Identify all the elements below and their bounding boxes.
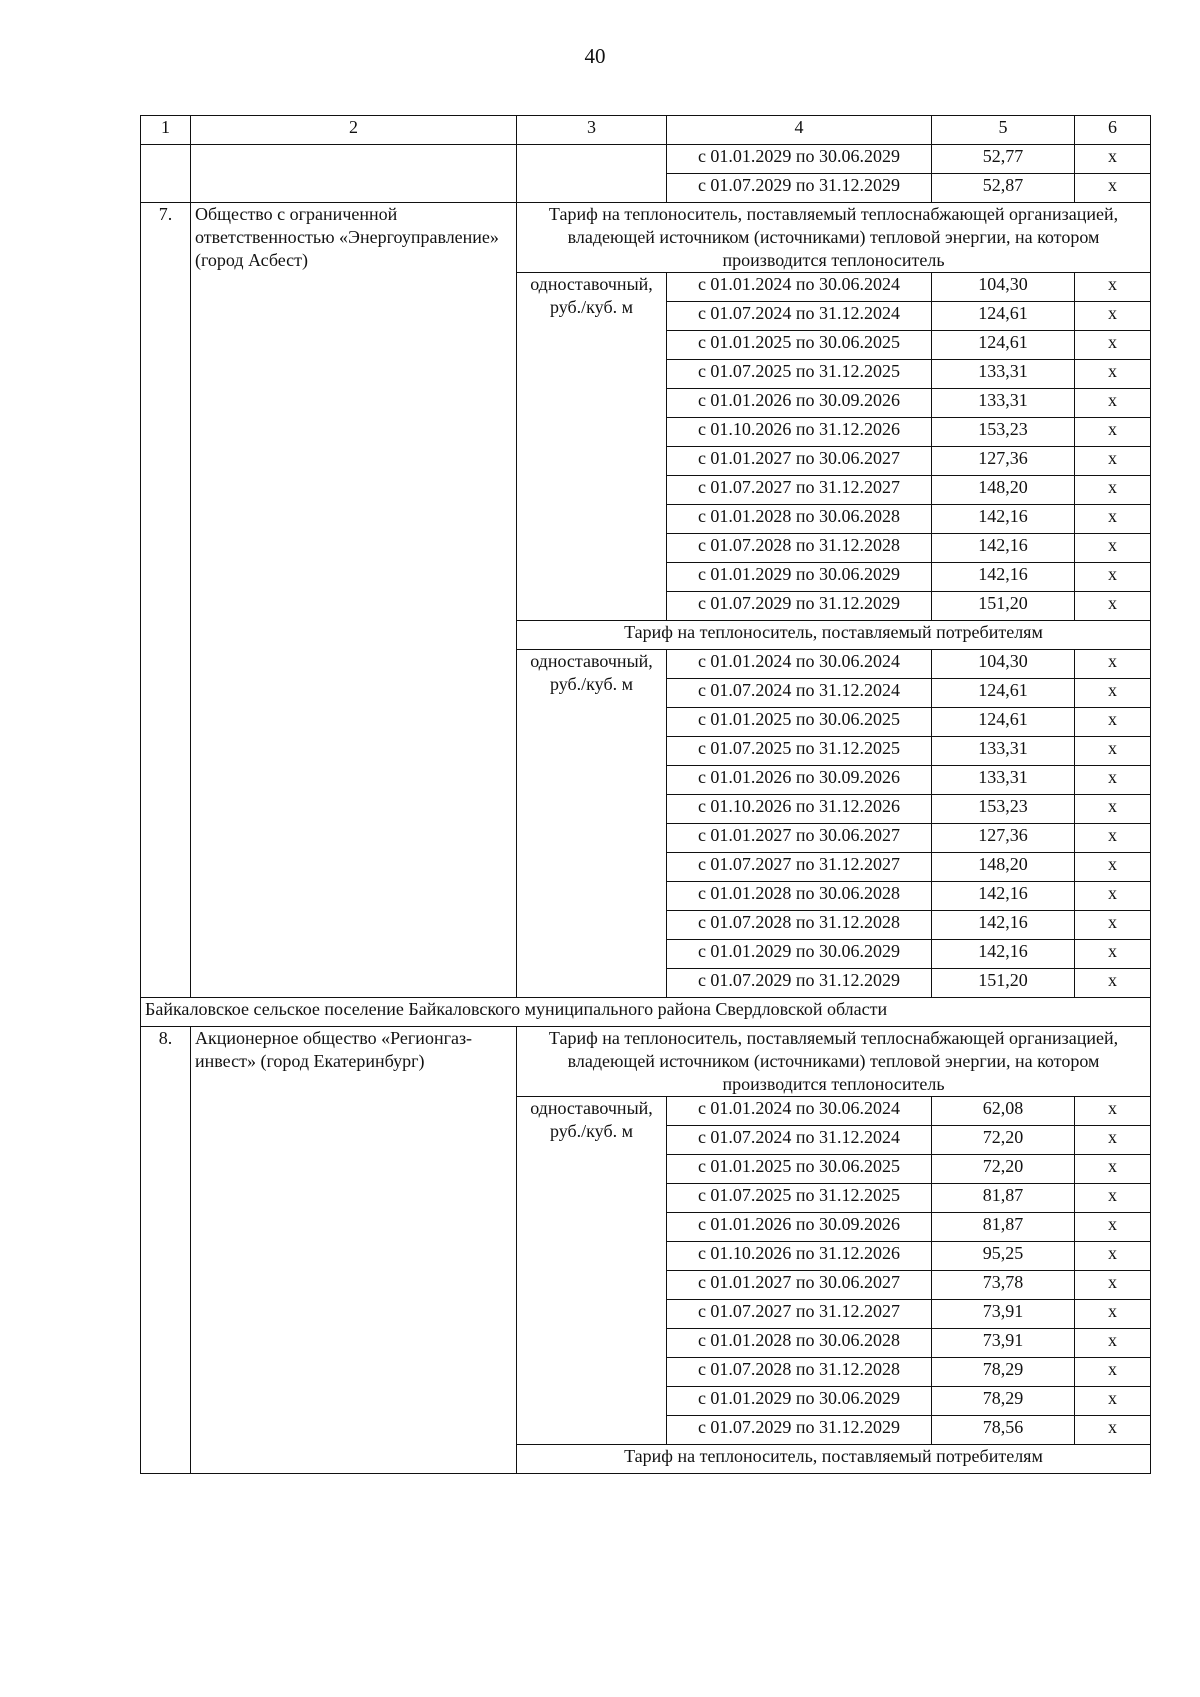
period-cell: с 01.01.2025 по 30.06.2025: [667, 1155, 932, 1184]
period-cell: с 01.07.2024 по 31.12.2024: [667, 302, 932, 331]
tariff-value-cell: 142,16: [932, 505, 1075, 534]
num-cell-empty: [141, 145, 191, 203]
tariff-value-cell: 78,29: [932, 1358, 1075, 1387]
tariff-value-cell: 104,30: [932, 273, 1075, 302]
period-cell: с 01.10.2026 по 31.12.2026: [667, 418, 932, 447]
header-cell-5: 5: [932, 116, 1075, 145]
org8-block1-type: одноставочный, руб./куб. м: [517, 1097, 667, 1445]
col6-cell: х: [1075, 389, 1151, 418]
org-cell-empty: [191, 145, 517, 203]
period-cell: с 01.01.2029 по 30.06.2029: [667, 1387, 932, 1416]
tariff-value-cell: 72,20: [932, 1126, 1075, 1155]
tariff-value-cell: 52,77: [932, 145, 1075, 174]
col6-cell: х: [1075, 1155, 1151, 1184]
tariff-table: [140, 115, 1151, 1474]
period-cell: с 01.01.2024 по 30.06.2024: [667, 273, 932, 302]
period-cell: с 01.01.2029 по 30.06.2029: [667, 940, 932, 969]
tariff-value-cell: 73,78: [932, 1271, 1075, 1300]
col6-cell: х: [1075, 563, 1151, 592]
org7-block2-type: одноставочный, руб./куб. м: [517, 650, 667, 998]
col6-cell: х: [1075, 534, 1151, 563]
col6-cell: х: [1075, 1416, 1151, 1445]
col6-cell: х: [1075, 708, 1151, 737]
col6-cell: х: [1075, 882, 1151, 911]
tariff-value-cell: 81,87: [932, 1213, 1075, 1242]
tariff-value-cell: 142,16: [932, 911, 1075, 940]
tariff-value-cell: 127,36: [932, 447, 1075, 476]
page-number: 40: [584, 44, 606, 68]
org7-block2-title: Тариф на теплоноситель, поставляемый потребителям: [517, 621, 1151, 650]
org8-block2-title: Тариф на теплоноситель, поставляемый потребителям: [517, 1445, 1151, 1474]
tariff-value-cell: 124,61: [932, 302, 1075, 331]
period-cell: с 01.07.2024 по 31.12.2024: [667, 1126, 932, 1155]
tariff-value-cell: 151,20: [932, 592, 1075, 621]
period-cell: с 01.01.2028 по 30.06.2028: [667, 1329, 932, 1358]
header-cell-3: 3: [517, 116, 667, 145]
tariff-value-cell: 124,61: [932, 708, 1075, 737]
period-cell: с 01.01.2027 по 30.06.2027: [667, 824, 932, 853]
org8-number: 8.: [141, 1027, 191, 1474]
col6-cell: х: [1075, 1213, 1151, 1242]
header-cell-6: 6: [1075, 116, 1151, 145]
tariff-value-cell: 133,31: [932, 766, 1075, 795]
org8-block1-title: Тариф на теплоноситель, поставляемый теплоснабжающей организацией, владеющей источником (источниками) тепловой энергии, на котором производится теплоноситель: [517, 1027, 1151, 1097]
period-cell: с 01.07.2025 по 31.12.2025: [667, 737, 932, 766]
col6-cell: х: [1075, 1387, 1151, 1416]
period-cell: с 01.01.2029 по 30.06.2029: [667, 563, 932, 592]
tariff-value-cell: 81,87: [932, 1184, 1075, 1213]
tariff-value-cell: 148,20: [932, 853, 1075, 882]
org8-name: Акционерное общество «Регионгаз-инвест» (город Екатеринбург): [191, 1027, 517, 1474]
tariff-value-cell: 62,08: [932, 1097, 1075, 1126]
period-cell: с 01.07.2027 по 31.12.2027: [667, 1300, 932, 1329]
tariff-value-cell: 124,61: [932, 679, 1075, 708]
period-cell: с 01.07.2025 по 31.12.2025: [667, 1184, 932, 1213]
tariff-value-cell: 142,16: [932, 563, 1075, 592]
tariff-value-cell: 95,25: [932, 1242, 1075, 1271]
col6-cell: х: [1075, 911, 1151, 940]
type-cell-empty: [517, 145, 667, 203]
section-heading-row: [141, 998, 1151, 1027]
section-heading: Байкаловское сельское поселение Байкаловского муниципального района Свердловской области: [141, 998, 1151, 1027]
period-cell: с 01.01.2026 по 30.09.2026: [667, 766, 932, 795]
tariff-value-cell: 142,16: [932, 940, 1075, 969]
tariff-value-cell: 142,16: [932, 534, 1075, 563]
col6-cell: х: [1075, 1184, 1151, 1213]
tariff-value-cell: 72,20: [932, 1155, 1075, 1184]
tariff-value-cell: 142,16: [932, 882, 1075, 911]
period-cell: с 01.07.2027 по 31.12.2027: [667, 853, 932, 882]
col6-cell: х: [1075, 592, 1151, 621]
tariff-value-cell: 124,61: [932, 331, 1075, 360]
period-cell: с 01.10.2026 по 31.12.2026: [667, 795, 932, 824]
col6-cell: х: [1075, 174, 1151, 203]
tariff-value-cell: 73,91: [932, 1329, 1075, 1358]
tariff-value-cell: 133,31: [932, 389, 1075, 418]
col6-cell: х: [1075, 1300, 1151, 1329]
org7-block1-type: одноставочный, руб./куб. м: [517, 273, 667, 621]
col6-cell: х: [1075, 331, 1151, 360]
col6-cell: х: [1075, 766, 1151, 795]
col6-cell: х: [1075, 853, 1151, 882]
period-cell: с 01.10.2026 по 31.12.2026: [667, 1242, 932, 1271]
tariff-value-cell: 52,87: [932, 174, 1075, 203]
col6-cell: х: [1075, 418, 1151, 447]
period-cell: с 01.01.2027 по 30.06.2027: [667, 1271, 932, 1300]
col6-cell: х: [1075, 1126, 1151, 1155]
tariff-value-cell: 153,23: [932, 795, 1075, 824]
col6-cell: х: [1075, 679, 1151, 708]
header-row: [141, 116, 1151, 145]
period-cell: с 01.01.2024 по 30.06.2024: [667, 650, 932, 679]
tariff-value-cell: 148,20: [932, 476, 1075, 505]
col6-cell: х: [1075, 273, 1151, 302]
period-cell: с 01.07.2029 по 31.12.2029: [667, 174, 932, 203]
tariff-value-cell: 78,29: [932, 1387, 1075, 1416]
col6-cell: х: [1075, 1097, 1151, 1126]
col6-cell: х: [1075, 1329, 1151, 1358]
period-cell: с 01.01.2024 по 30.06.2024: [667, 1097, 932, 1126]
period-cell: с 01.01.2028 по 30.06.2028: [667, 505, 932, 534]
col6-cell: х: [1075, 302, 1151, 331]
org7-title-row: [141, 203, 1151, 273]
col6-cell: х: [1075, 737, 1151, 766]
period-cell: с 01.07.2028 по 31.12.2028: [667, 1358, 932, 1387]
col6-cell: х: [1075, 145, 1151, 174]
col6-cell: х: [1075, 1271, 1151, 1300]
period-cell: с 01.07.2029 по 31.12.2029: [667, 1416, 932, 1445]
period-cell: с 01.01.2026 по 30.09.2026: [667, 1213, 932, 1242]
tariff-value-cell: 133,31: [932, 360, 1075, 389]
tariff-table-body: [141, 116, 1151, 1474]
col6-cell: х: [1075, 824, 1151, 853]
org7-number: 7.: [141, 203, 191, 998]
tariff-value-cell: 73,91: [932, 1300, 1075, 1329]
tariff-value-cell: 153,23: [932, 418, 1075, 447]
header-cell-1: 1: [141, 116, 191, 145]
col6-cell: х: [1075, 447, 1151, 476]
col6-cell: х: [1075, 795, 1151, 824]
continuation-row: [141, 145, 1151, 174]
period-cell: с 01.07.2025 по 31.12.2025: [667, 360, 932, 389]
col6-cell: х: [1075, 360, 1151, 389]
period-cell: с 01.07.2024 по 31.12.2024: [667, 679, 932, 708]
period-cell: с 01.07.2029 по 31.12.2029: [667, 592, 932, 621]
header-cell-2: 2: [191, 116, 517, 145]
period-cell: с 01.01.2025 по 30.06.2025: [667, 708, 932, 737]
period-cell: с 01.07.2028 по 31.12.2028: [667, 534, 932, 563]
period-cell: с 01.01.2025 по 30.06.2025: [667, 331, 932, 360]
tariff-value-cell: 104,30: [932, 650, 1075, 679]
period-cell: с 01.01.2026 по 30.09.2026: [667, 389, 932, 418]
org8-title-row: [141, 1027, 1151, 1097]
col6-cell: х: [1075, 1358, 1151, 1387]
org7-name: Общество с ограниченной ответственностью «Энергоуправление» (город Асбест): [191, 203, 517, 998]
period-cell: с 01.07.2027 по 31.12.2027: [667, 476, 932, 505]
tariff-value-cell: 127,36: [932, 824, 1075, 853]
period-cell: с 01.07.2028 по 31.12.2028: [667, 911, 932, 940]
tariff-value-cell: 133,31: [932, 737, 1075, 766]
col6-cell: х: [1075, 476, 1151, 505]
col6-cell: х: [1075, 505, 1151, 534]
header-cell-4: 4: [667, 116, 932, 145]
tariff-value-cell: 78,56: [932, 1416, 1075, 1445]
period-cell: с 01.01.2027 по 30.06.2027: [667, 447, 932, 476]
period-cell: с 01.01.2029 по 30.06.2029: [667, 145, 932, 174]
tariff-value-cell: 151,20: [932, 969, 1075, 998]
col6-cell: х: [1075, 969, 1151, 998]
col6-cell: х: [1075, 1242, 1151, 1271]
col6-cell: х: [1075, 650, 1151, 679]
col6-cell: х: [1075, 940, 1151, 969]
period-cell: с 01.01.2028 по 30.06.2028: [667, 882, 932, 911]
org7-block1-title: Тариф на теплоноситель, поставляемый теплоснабжающей организацией, владеющей источником (источниками) тепловой энергии, на котором производится теплоноситель: [517, 203, 1151, 273]
period-cell: с 01.07.2029 по 31.12.2029: [667, 969, 932, 998]
